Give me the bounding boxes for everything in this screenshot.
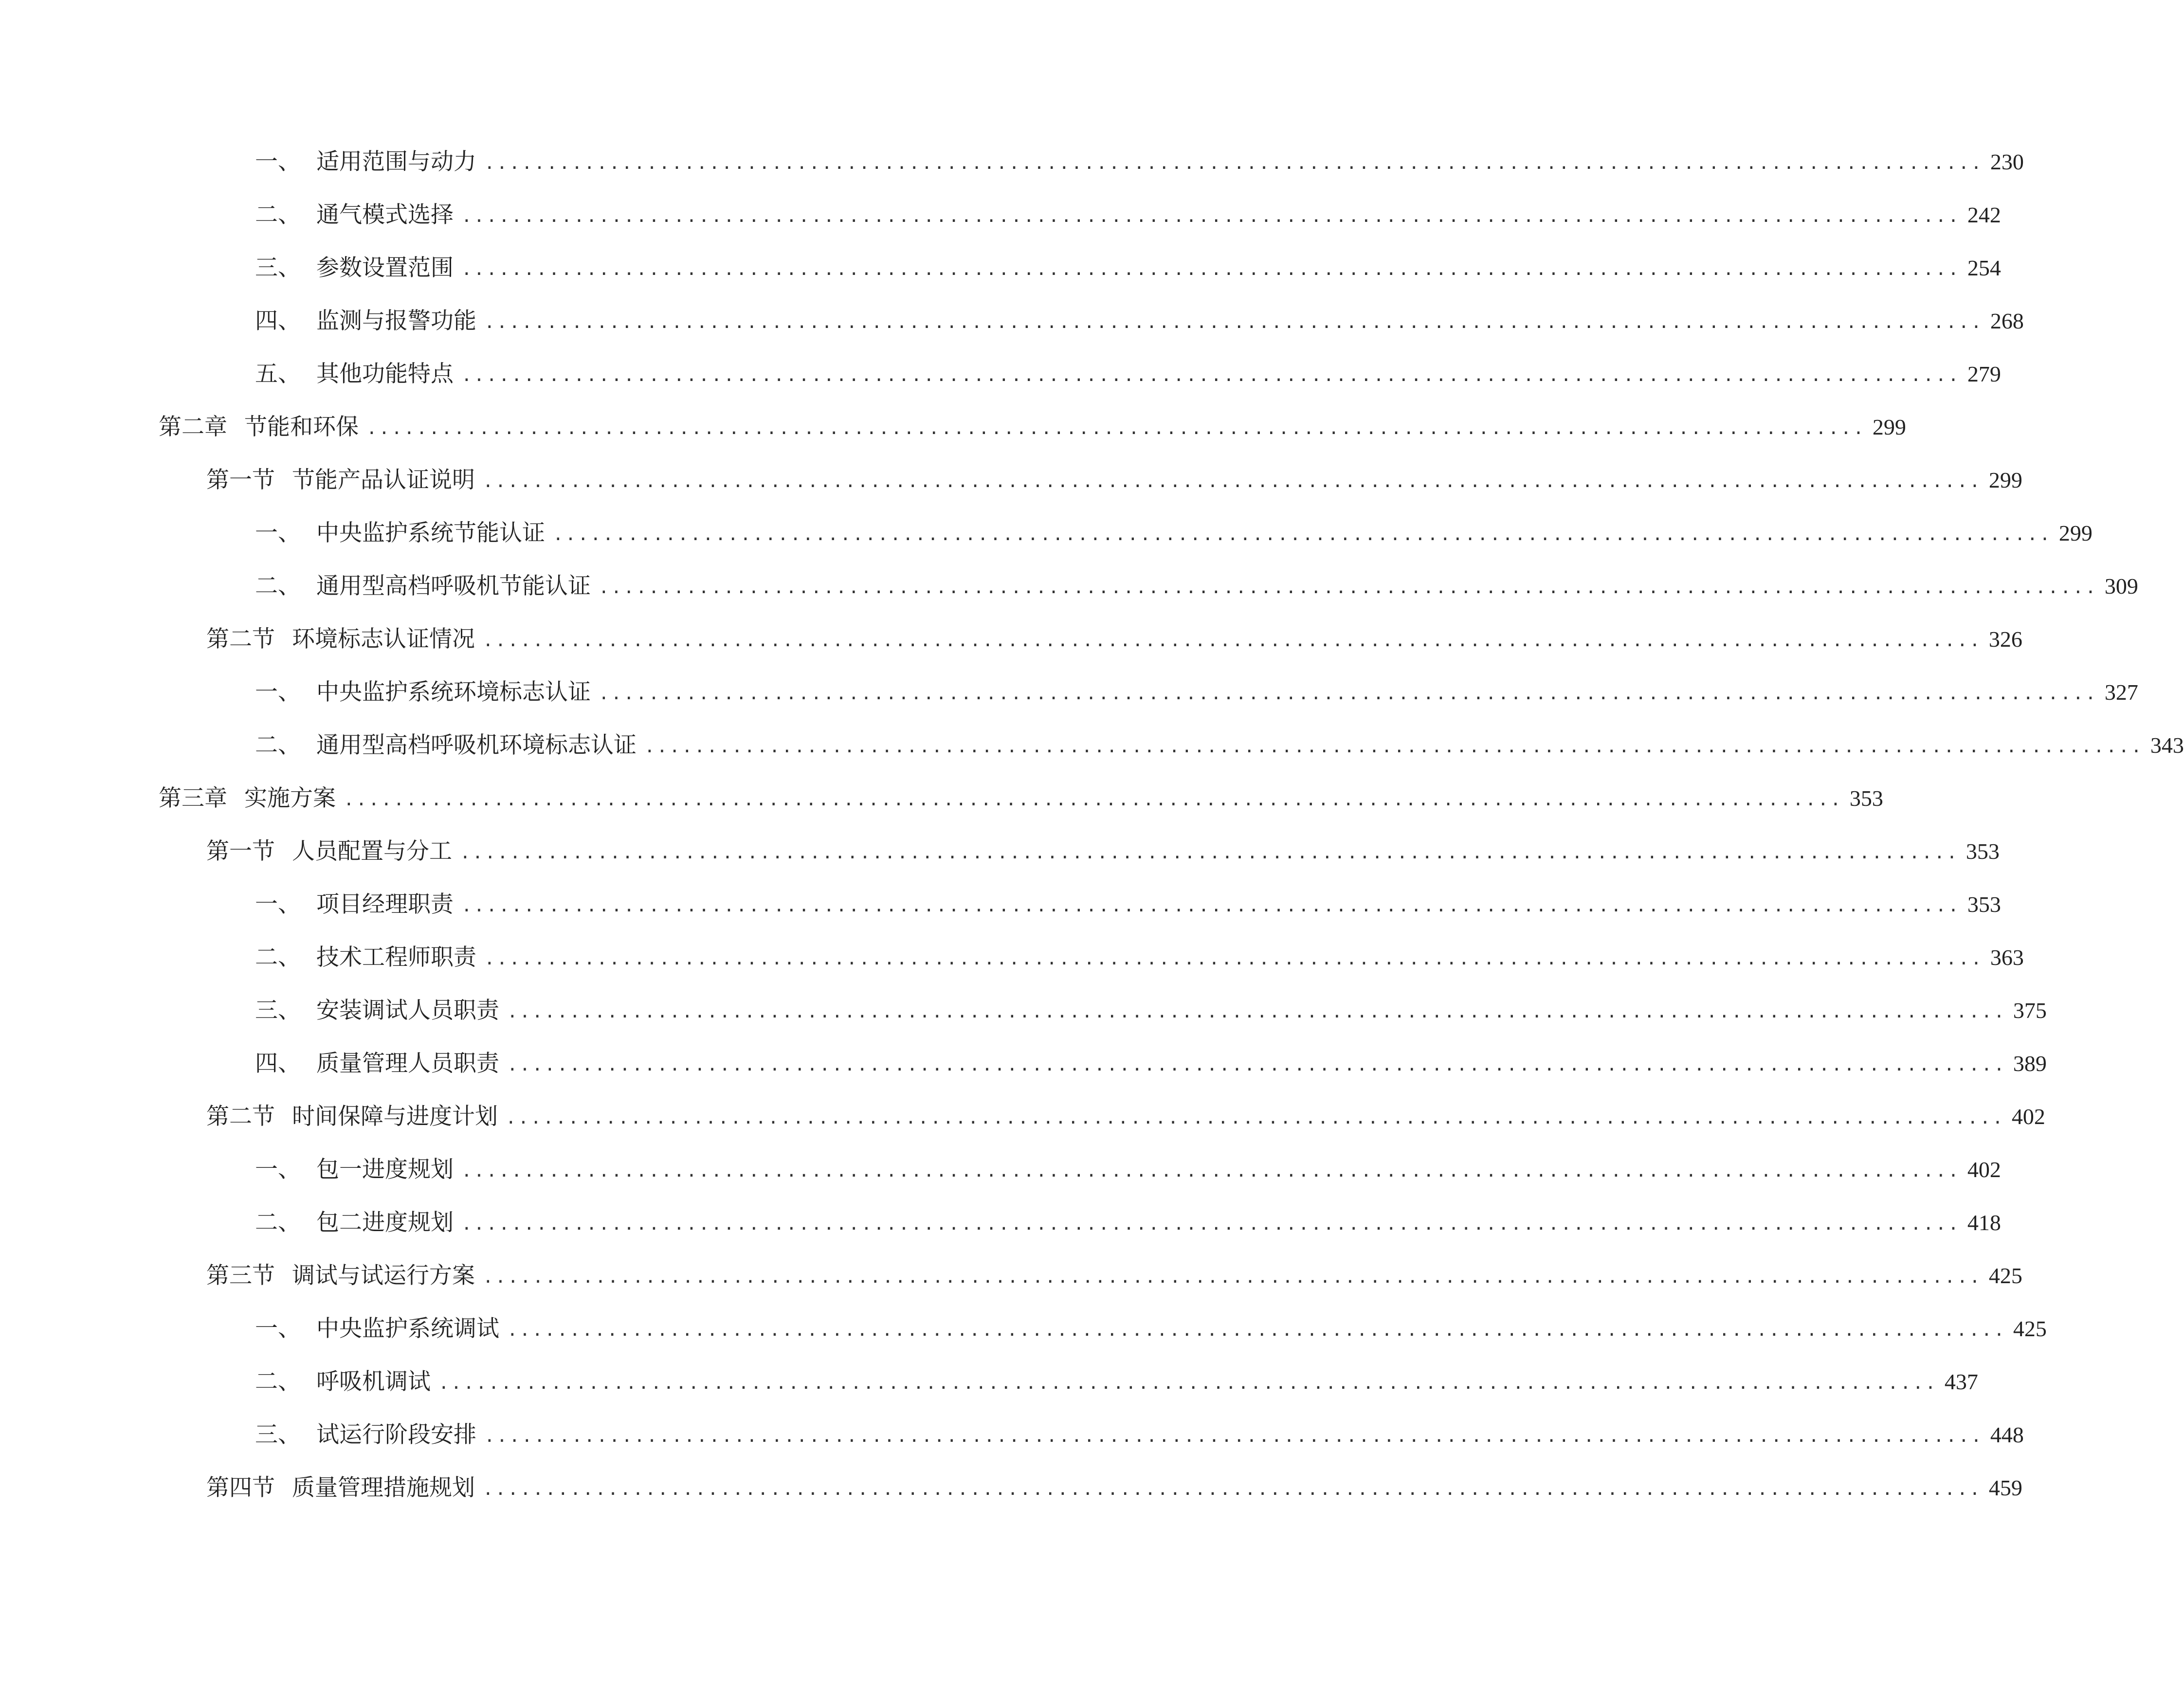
toc-entry-title: 节能产品认证说明: [292, 467, 475, 493]
toc-dot-leader: ........................................................................................................................: [507, 1055, 2006, 1075]
toc-page-number: 375: [2013, 998, 2047, 1023]
toc-entry-number: 四、: [255, 308, 301, 334]
toc-page-number: 418: [1967, 1210, 2001, 1235]
toc-dot-leader: ........................................................................................................................: [344, 790, 1843, 810]
toc-entry-number: 第二章: [159, 414, 227, 440]
toc-entry-number: 二、: [255, 573, 301, 599]
toc-dot-leader: ........................................................................................................................: [483, 1267, 1982, 1287]
toc-entry[interactable]: [0, 991, 2047, 1030]
toc-entry-number: 第三章: [159, 785, 227, 812]
toc-chapter-entry[interactable]: [0, 408, 1906, 447]
toc-entry[interactable]: [0, 1044, 2047, 1083]
toc-page-number: 425: [1988, 1263, 2022, 1288]
toc-entry-number: 一、: [255, 679, 301, 706]
toc-dot-leader: ........................................................................................................................: [460, 843, 1959, 863]
toc-section-entry[interactable]: [0, 620, 2022, 659]
toc-entry-title: 试运行阶段安排: [316, 1421, 476, 1448]
toc-dot-leader: ........................................................................................................................: [483, 1479, 1982, 1499]
toc-page-number: 459: [1988, 1475, 2022, 1500]
toc-entry-number: 四、: [255, 1050, 301, 1077]
toc-page-number: 402: [2011, 1104, 2045, 1129]
toc-page-number: 327: [2104, 680, 2138, 705]
toc-section-entry[interactable]: [0, 1097, 2045, 1136]
toc-entry[interactable]: [0, 1416, 2024, 1454]
toc-entry-number: 三、: [255, 997, 301, 1024]
toc-entry[interactable]: [0, 196, 2001, 235]
toc-entry[interactable]: [0, 302, 2024, 341]
toc-dot-leader: ........................................................................................................................: [461, 259, 1961, 279]
toc-entry-title: 通用型高档呼吸机环境标志认证: [316, 732, 637, 759]
toc-section-entry[interactable]: [0, 832, 2000, 871]
toc-entry-title: 节能和环保: [244, 414, 359, 440]
toc-entry-number: 一、: [255, 520, 301, 546]
toc-page-number: 242: [1967, 202, 2001, 227]
toc-chapter-entry[interactable]: [0, 779, 1883, 818]
toc-dot-leader: ........................................................................................................................: [484, 153, 1984, 173]
toc-entry-title: 中央监护系统调试: [316, 1315, 499, 1342]
toc-entry-title: 通用型高档呼吸机节能认证: [316, 573, 591, 599]
toc-dot-leader: ........................................................................................................................: [483, 631, 1982, 651]
toc-entry[interactable]: [0, 1150, 2001, 1189]
toc-entry-number: 五、: [255, 361, 301, 387]
toc-entry-number: 第四节: [206, 1474, 275, 1501]
toc-entry-title: 通气模式选择: [316, 201, 454, 228]
toc-page-number: 343: [2150, 733, 2184, 758]
toc-entry-title: 参数设置范围: [316, 254, 454, 281]
toc-entry-number: 二、: [255, 1368, 301, 1395]
toc-entry-title: 呼吸机调试: [316, 1368, 431, 1395]
toc-entry[interactable]: [0, 1362, 1978, 1401]
toc-page-number: 389: [2013, 1051, 2047, 1076]
toc-dot-leader: ........................................................................................................................: [506, 1108, 2005, 1128]
toc-section-entry[interactable]: [0, 1256, 2022, 1295]
toc-entry-title: 质量管理人员职责: [316, 1050, 499, 1077]
toc-entry-number: 三、: [255, 1421, 301, 1448]
toc-entry-title: 适用范围与动力: [316, 148, 476, 175]
toc-entry[interactable]: [0, 1309, 2047, 1348]
toc-entry-number: 二、: [255, 732, 301, 759]
toc-entry-title: 中央监护系统节能认证: [316, 520, 545, 546]
toc-page-number: 299: [2058, 521, 2093, 545]
toc-entry-number: 第一节: [206, 838, 275, 865]
toc-page-number: 254: [1967, 255, 2001, 280]
toc-page-number: 299: [1872, 415, 1906, 439]
toc-entry-number: 第二节: [206, 626, 275, 653]
toc-dot-leader: ........................................................................................................................: [461, 896, 1961, 916]
toc-dot-leader: ........................................................................................................................: [599, 684, 2098, 704]
toc-entry-number: 一、: [255, 148, 301, 175]
toc-entry[interactable]: [0, 249, 2001, 288]
toc-entry-title: 技术工程师职责: [316, 944, 476, 971]
toc-entry-number: 二、: [255, 201, 301, 228]
toc-entry-number: 一、: [255, 1315, 301, 1342]
toc-entry-title: 包二进度规划: [316, 1209, 454, 1236]
toc-dot-leader: ........................................................................................................................: [599, 578, 2098, 598]
toc-dot-leader: ........................................................................................................................: [507, 1002, 2006, 1022]
toc-entry-title: 项目经理职责: [316, 891, 454, 918]
toc-dot-leader: ........................................................................................................................: [553, 525, 2052, 545]
toc-dot-leader: ........................................................................................................................: [484, 949, 1984, 969]
toc-entry[interactable]: [0, 514, 2093, 553]
toc-entry[interactable]: [0, 673, 2138, 712]
toc-page-number: 353: [1967, 892, 2001, 917]
toc-page-number: 326: [1988, 627, 2022, 652]
toc-entry-number: 三、: [255, 254, 301, 281]
toc-entry-number: 第一节: [206, 467, 275, 493]
toc-entry[interactable]: [0, 938, 2024, 977]
toc-entry-number: 二、: [255, 1209, 301, 1236]
toc-section-entry[interactable]: [0, 1469, 2022, 1507]
toc-page-number: 425: [2013, 1316, 2047, 1341]
toc-dot-leader: ........................................................................................................................: [461, 1214, 1961, 1234]
toc-entry[interactable]: [0, 726, 2184, 765]
toc-dot-leader: ........................................................................................................................: [644, 737, 2144, 757]
toc-entry-title: 监测与报警功能: [316, 308, 476, 334]
toc-entry-title: 调试与试运行方案: [292, 1262, 475, 1289]
toc-entry-title: 实施方案: [244, 785, 336, 812]
toc-dot-leader: ........................................................................................................................: [461, 206, 1961, 226]
toc-entry[interactable]: [0, 355, 2001, 394]
toc-dot-leader: ........................................................................................................................: [507, 1320, 2006, 1340]
toc-entry-title: 包一进度规划: [316, 1156, 454, 1183]
toc-entry-title: 环境标志认证情况: [292, 626, 475, 653]
toc-dot-leader: ........................................................................................................................: [366, 418, 1866, 438]
toc-dot-leader: ........................................................................................................................: [461, 365, 1961, 385]
toc-page-number: 402: [1967, 1157, 2001, 1182]
toc-page-number: 363: [1990, 945, 2024, 970]
toc-section-entry[interactable]: [0, 461, 2022, 500]
toc-entry-title: 人员配置与分工: [292, 838, 452, 865]
toc-page-number: 279: [1967, 362, 2001, 386]
toc-entry-number: 第二节: [206, 1103, 275, 1130]
toc-entry-title: 中央监护系统环境标志认证: [316, 679, 591, 706]
toc-entry[interactable]: [0, 885, 2001, 924]
toc-page-number: 268: [1990, 309, 2024, 333]
toc-entry-number: 一、: [255, 1156, 301, 1183]
toc-page-number: 353: [1849, 786, 1883, 811]
toc-page-number: 353: [1966, 839, 2000, 864]
toc-dot-leader: ........................................................................................................................: [461, 1161, 1961, 1181]
toc-entry-title: 安装调试人员职责: [316, 997, 499, 1024]
toc-dot-leader: ........................................................................................................................: [483, 472, 1982, 491]
toc-entry-title: 质量管理措施规划: [292, 1474, 475, 1501]
toc-entry-number: 第三节: [206, 1262, 275, 1289]
toc-entry[interactable]: [0, 567, 2138, 606]
toc-dot-leader: ........................................................................................................................: [438, 1373, 1938, 1393]
toc-dot-leader: ........................................................................................................................: [484, 1426, 1984, 1446]
toc-page-number: 299: [1988, 468, 2022, 492]
toc-entry[interactable]: [0, 1203, 2001, 1242]
toc-page-number: 448: [1990, 1422, 2024, 1447]
toc-page-number: 437: [1944, 1369, 1978, 1394]
toc-entry-number: 一、: [255, 891, 301, 918]
toc-entry-title: 时间保障与进度计划: [292, 1103, 498, 1130]
toc-entry-title: 其他功能特点: [316, 361, 454, 387]
toc-entry-number: 二、: [255, 944, 301, 971]
toc-entry[interactable]: [0, 143, 2024, 182]
toc-page-number: 309: [2104, 574, 2138, 599]
toc-page-number: 230: [1990, 149, 2024, 174]
toc-dot-leader: ........................................................................................................................: [484, 312, 1984, 332]
